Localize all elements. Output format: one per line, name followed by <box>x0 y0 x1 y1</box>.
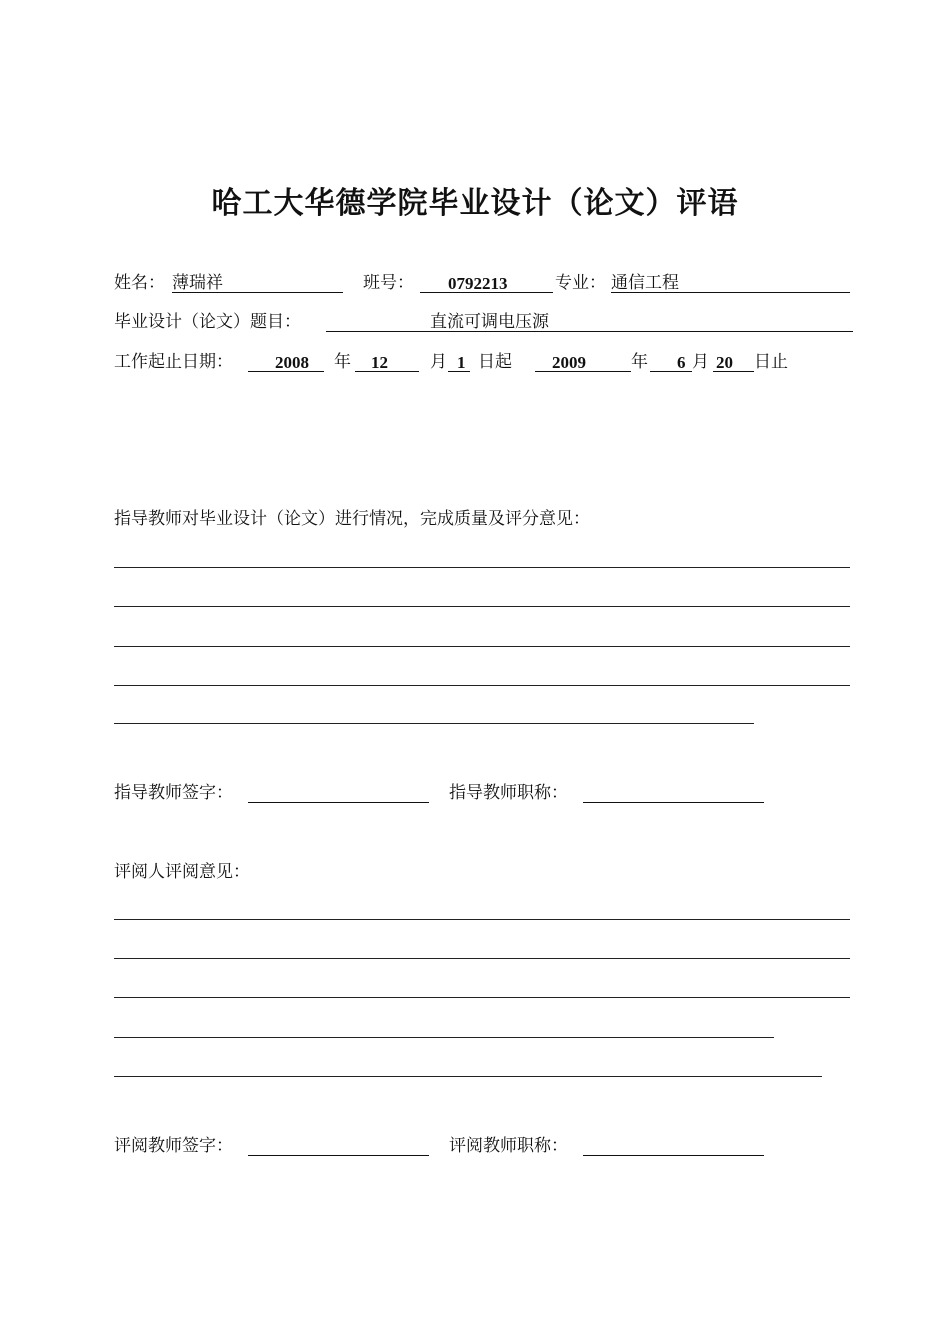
reviewer-signature-label: 评阅教师签字： <box>114 1136 233 1156</box>
name-label: 姓名： <box>114 273 165 293</box>
reviewer-comment-line <box>114 997 850 998</box>
end-suffix: 日止 <box>754 352 788 372</box>
topic-label: 毕业设计（论文）题目： <box>114 312 301 332</box>
reviewer-comment-line <box>114 958 850 959</box>
class-value: 0792213 <box>448 274 508 293</box>
reviewer-signature-field[interactable] <box>248 1155 429 1156</box>
end-month-underline <box>650 371 692 372</box>
advisor-comment-line <box>114 567 850 568</box>
reviewer-title-label: 评阅教师职称： <box>449 1136 568 1156</box>
major-label: 专业： <box>555 273 606 293</box>
end-month: 6 <box>677 353 686 372</box>
start-suffix: 日起 <box>478 352 512 372</box>
start-year: 2008 <box>275 353 309 372</box>
reviewer-comment-line <box>114 1076 822 1077</box>
class-label: 班号： <box>363 273 414 293</box>
advisor-title-label: 指导教师职称： <box>449 783 568 803</box>
reviewer-title-field[interactable] <box>583 1155 764 1156</box>
start-day-underline <box>448 371 470 372</box>
start-year-underline <box>248 371 324 372</box>
end-year-char: 年 <box>631 352 648 372</box>
date-label: 工作起止日期： <box>114 352 233 372</box>
advisor-signature-label: 指导教师签字： <box>114 783 233 803</box>
name-underline <box>172 292 343 293</box>
major-underline <box>611 292 850 293</box>
reviewer-comment-label: 评阅人评阅意见： <box>114 862 250 882</box>
advisor-comment-line <box>114 646 850 647</box>
page-title: 哈工大华德学院毕业设计（论文）评语 <box>211 186 739 221</box>
end-day-underline <box>713 371 754 372</box>
reviewer-comment-line <box>114 919 850 920</box>
end-year: 2009 <box>552 353 586 372</box>
reviewer-comment-line <box>114 1037 774 1038</box>
name-value: 薄瑞祥 <box>172 273 223 293</box>
class-underline <box>420 292 553 293</box>
end-day: 20 <box>716 353 733 372</box>
major-value: 通信工程 <box>611 273 679 293</box>
topic-underline <box>326 331 853 332</box>
start-month: 12 <box>371 353 388 372</box>
start-month-underline <box>355 371 419 372</box>
advisor-comment-label: 指导教师对毕业设计（论文）进行情况，完成质量及评分意见： <box>114 509 590 529</box>
advisor-title-field[interactable] <box>583 802 764 803</box>
advisor-signature-field[interactable] <box>248 802 429 803</box>
advisor-comment-line <box>114 606 850 607</box>
start-day: 1 <box>457 353 466 372</box>
start-year-char: 年 <box>334 352 351 372</box>
end-month-char: 月 <box>692 352 709 372</box>
start-month-char: 月 <box>430 352 447 372</box>
topic-value: 直流可调电压源 <box>430 312 549 332</box>
end-year-underline <box>535 371 631 372</box>
advisor-comment-line <box>114 723 754 724</box>
advisor-comment-line <box>114 685 850 686</box>
